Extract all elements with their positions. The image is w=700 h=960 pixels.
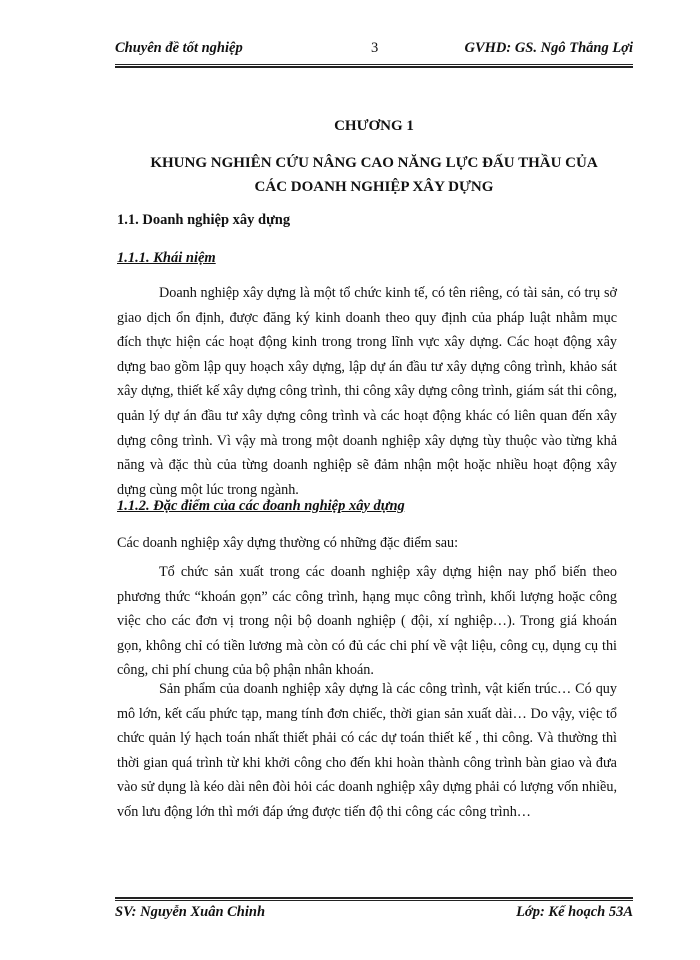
footer-class: Lớp: Kế hoạch 53A bbox=[516, 904, 633, 920]
paragraph-definition: Doanh nghiệp xây dựng là một tổ chức kinh tế, có tên riêng, có tài sản, có trụ sở giao dịch ổn định, được đăng ký kinh doanh theo quy định của pháp luật nhằm mục đích thực hiện các hoạt động kinh trong trong lĩnh vực xây dựng. Các hoạt động xây dựng bao gồm lập quy hoạch xây dựng, lập dự án đầu tư xây dựng công trình, khảo sát xây dựng, thiết kế xây dựng công trình, thi công xây dựng công trình, giám sát thi công, quản lý dự án đầu tư xây dựng công trình và các hoạt động khác có liên quan đến xây dựng công trình. Vì vậy mà trong một doanh nghiệp xây dựng tùy thuộc vào từng khả năng và đặc thù của từng doanh nghiệp sẽ đảm nhận một hoặc nhiều hoạt động xây dựng cùng một lúc trong ngành. bbox=[117, 285, 617, 498]
chapter-title-line1: KHUNG NGHIÊN CỨU NÂNG CAO NĂNG LỰC ĐẤU THẦU CỦA bbox=[150, 155, 598, 171]
section-heading-1-1-1: 1.1.1. Khái niệm bbox=[117, 250, 216, 266]
page-footer bbox=[115, 904, 633, 926]
header-advisor: GVHD: GS. Ngô Thắng Lợi bbox=[464, 40, 633, 56]
page-header bbox=[115, 40, 633, 64]
footer-student: SV: Nguyễn Xuân Chinh bbox=[115, 904, 266, 920]
section-heading-1-1: 1.1. Doanh nghiệp xây dựng bbox=[117, 212, 291, 228]
paragraph-organization: Tổ chức sản xuất trong các doanh nghiệp xây dựng hiện nay phổ biến theo phương thức “khoán gọn” các công trình, hạng mục công trình, khối lượng hoặc công việc cho các đơn vị trong nội bộ doanh nghiệp ( đội, xí nghiệp…). Trong giá khoán gọn, không chỉ có tiền lương mà còn có đủ các chi phí về vật liệu, công cụ, dụng cụ thi công, chi phí chung của bộ phận nhân khoán. bbox=[117, 564, 617, 679]
chapter-label: CHƯƠNG 1 bbox=[334, 118, 414, 134]
page-number: 3 bbox=[371, 40, 379, 56]
footer-rule bbox=[115, 897, 633, 901]
header-rule bbox=[115, 64, 633, 68]
paragraph-products: Sản phẩm của doanh nghiệp xây dựng là các công trình, vật kiến trúc… Có quy mô lớn, kết cấu phức tạp, mang tính đơn chiếc, thời gian sản xuất dài… Do vậy, việc tổ chức quản lý hạch toán nhất thiết phải có các dự toán thiết kế , thi công. Và thường thì thời gian quá trình từ khi khởi công cho đến khi hoàn thành công trình bàn giao và đưa vào sử dụng là kéo dài nên đòi hỏi các doanh nghiệp xây dựng phải có lượng vốn nhiều, vốn lưu động lớn thì mới đáp ứng được tiến độ thi công các công trình… bbox=[117, 681, 617, 820]
chapter-title-line2: CÁC DOANH NGHIỆP XÂY DỰNG bbox=[254, 179, 494, 195]
header-document-type: Chuyên đề tốt nghiệp bbox=[115, 40, 243, 56]
section-heading-1-1-2: 1.1.2. Đặc điểm của các đoanh nghiệp xây dựng bbox=[117, 498, 405, 514]
paragraph-intro: Các doanh nghiệp xây dựng thường có những đặc điểm sau: bbox=[117, 535, 459, 551]
chapter-title bbox=[115, 151, 633, 199]
